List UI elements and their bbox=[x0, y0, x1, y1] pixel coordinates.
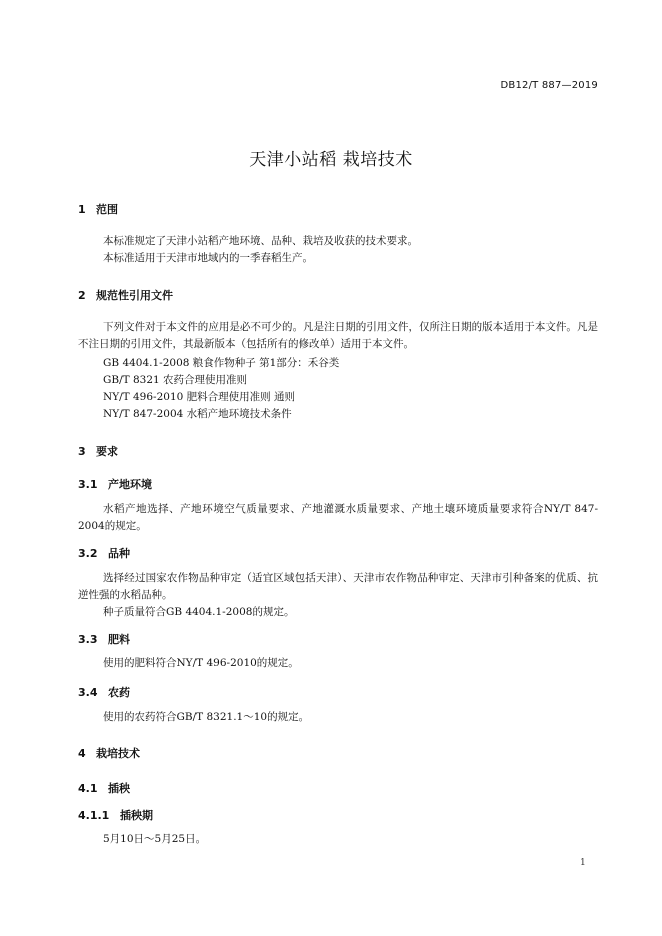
subsection-title: 产地环境 bbox=[108, 478, 152, 491]
subsection-number: 3.4 bbox=[78, 686, 98, 699]
paragraph-environment: 水稻产地选择、产地环境空气质量要求、产地灌溉水质量要求、产地土壤环境质量要求符合NY/T 847-2004的规定。 bbox=[78, 503, 598, 532]
paragraph-seed-quality: 种子质量符合GB 4404.1-2008的规定。 bbox=[103, 606, 295, 618]
paragraph-scope-1: 本标准规定了天津小站稻产地环境、品种、栽培及收获的技术要求。 bbox=[103, 235, 418, 247]
subsubsection-number: 4.1.1 bbox=[78, 809, 110, 822]
subsection-heading-3-2 bbox=[78, 545, 130, 561]
reference-item: GB/T 8321 农药合理使用准则 bbox=[103, 374, 248, 386]
subsection-title: 肥料 bbox=[108, 633, 130, 646]
subsection-heading-4-1 bbox=[78, 780, 130, 796]
section-heading-3 bbox=[78, 443, 118, 459]
reference-item: GB 4404.1-2008 粮食作物种子 第1部分：禾谷类 bbox=[103, 357, 340, 369]
subsubsection-heading-4-1-1 bbox=[78, 807, 153, 823]
subsection-heading-3-1 bbox=[78, 476, 152, 492]
page-number: 1 bbox=[580, 858, 586, 868]
section-title: 规范性引用文件 bbox=[96, 289, 173, 302]
section-number: 4 bbox=[78, 747, 86, 760]
subsection-title: 品种 bbox=[108, 547, 130, 560]
subsubsection-title: 插秧期 bbox=[120, 809, 153, 822]
section-title: 栽培技术 bbox=[96, 747, 140, 760]
subsection-number: 3.1 bbox=[78, 478, 98, 491]
reference-item: NY/T 496-2010 肥料合理使用准则 通则 bbox=[103, 391, 295, 403]
section-title: 要求 bbox=[96, 445, 118, 458]
document-code: DB12/T 887—2019 bbox=[500, 80, 598, 91]
section-number: 3 bbox=[78, 445, 86, 458]
subsection-title: 农药 bbox=[108, 686, 130, 699]
paragraph-transplant-period: 5月10日～5月25日。 bbox=[103, 833, 207, 845]
subsection-heading-3-3 bbox=[78, 631, 130, 647]
paragraph-fertilizer: 使用的肥料符合NY/T 496-2010的规定。 bbox=[103, 657, 299, 669]
section-number: 1 bbox=[78, 203, 86, 216]
paragraph-variety: 选择经过国家农作物品种审定（适宜区域包括天津）、天津市农作物品种审定、天津市引种备案的优质、抗逆性强的水稻品种。 bbox=[78, 572, 598, 601]
paragraph-normative-intro: 下列文件对于本文件的应用是必不可少的。凡是注日期的引用文件，仅所注日期的版本适用于本文件。凡是不注日期的引用文件，其最新版本（包括所有的修改单）适用于本文件。 bbox=[78, 321, 598, 350]
subsection-title: 插秧 bbox=[108, 782, 130, 795]
section-heading-1 bbox=[78, 201, 118, 217]
subsection-number: 4.1 bbox=[78, 782, 98, 795]
subsection-number: 3.2 bbox=[78, 547, 98, 560]
subsection-number: 3.3 bbox=[78, 633, 98, 646]
section-heading-4 bbox=[78, 745, 140, 761]
paragraph-scope-2: 本标准适用于天津市地域内的一季春稻生产。 bbox=[103, 252, 313, 264]
reference-item: NY/T 847-2004 水稻产地环境技术条件 bbox=[103, 408, 292, 420]
paragraph-pesticide: 使用的农药符合GB/T 8321.1～10的规定。 bbox=[103, 711, 310, 723]
section-title: 范围 bbox=[96, 203, 118, 216]
section-heading-2 bbox=[78, 287, 173, 303]
document-title: 天津小站稻 栽培技术 bbox=[249, 150, 413, 170]
section-number: 2 bbox=[78, 289, 86, 302]
subsection-heading-3-4 bbox=[78, 684, 130, 700]
